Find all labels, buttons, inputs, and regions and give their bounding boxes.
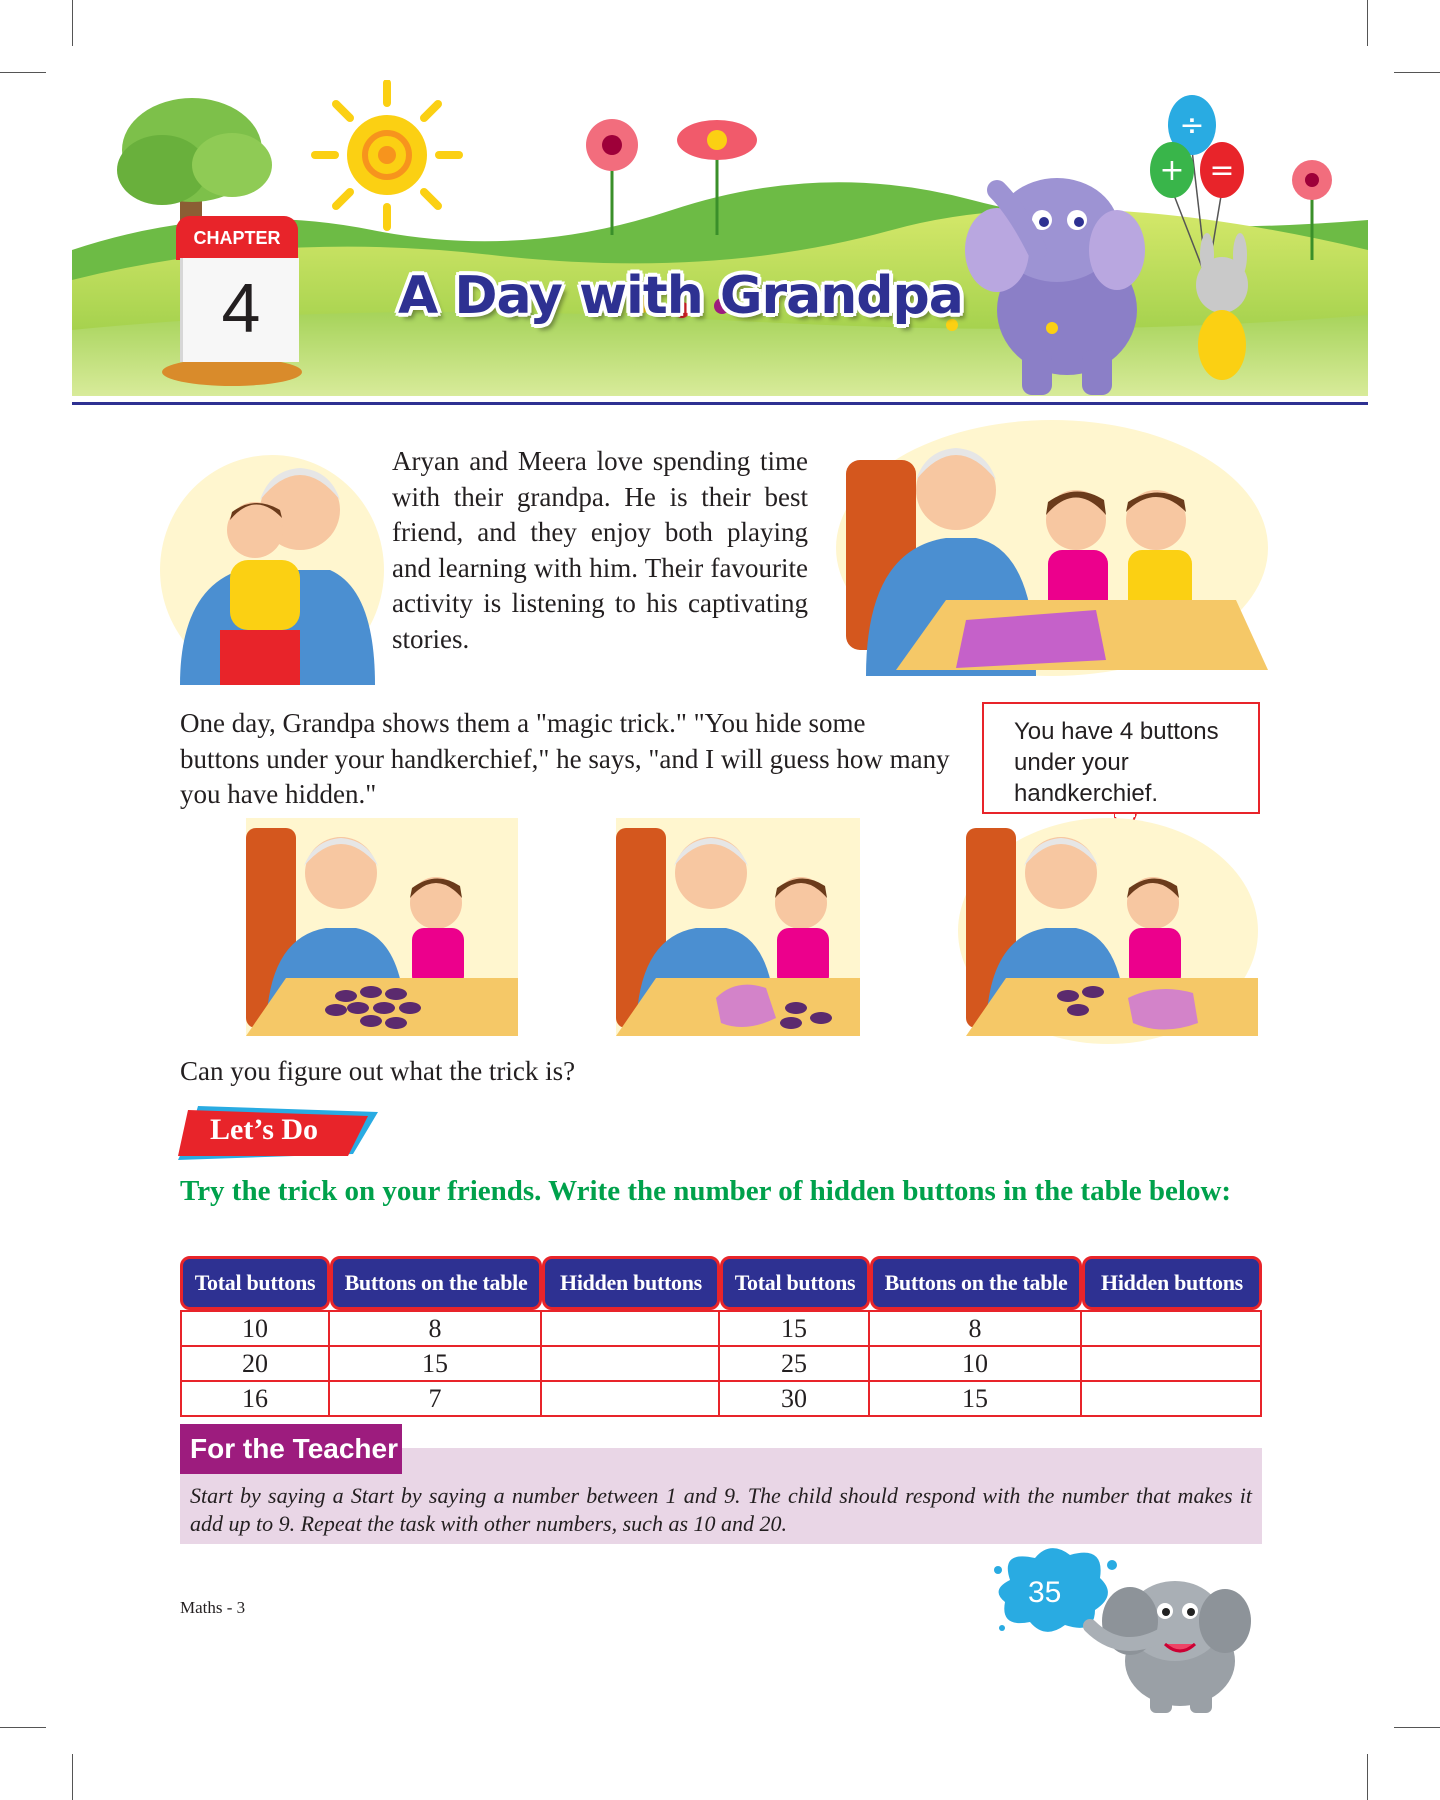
table-cell: 16 (180, 1382, 330, 1417)
panel-hiding-buttons (616, 818, 860, 1036)
table-cell: 15 (330, 1347, 542, 1382)
table-cell: 15 (870, 1382, 1082, 1417)
header-total-buttons: Total buttons (180, 1256, 330, 1310)
table-header-row (180, 1256, 1262, 1310)
answer-cell[interactable] (1082, 1347, 1262, 1382)
book-label: Maths - 3 (180, 1598, 246, 1617)
handkerchief-icon (716, 985, 776, 1027)
equals-symbol: = (1209, 153, 1235, 188)
calendar-base (162, 358, 302, 386)
answer-cell[interactable] (542, 1310, 720, 1347)
header-divider (72, 402, 1368, 405)
table-cell: 25 (720, 1347, 870, 1382)
panel-guessing (958, 818, 1258, 1044)
table-row (180, 1347, 1262, 1382)
header-hidden-buttons: Hidden buttons (542, 1256, 720, 1310)
table-row (180, 1310, 1262, 1347)
header-hidden-buttons: Hidden buttons (1082, 1256, 1262, 1310)
table-cell: 8 (870, 1310, 1082, 1347)
hidden-buttons-table (180, 1256, 1262, 1417)
header-buttons-on-table: Buttons on the table (330, 1256, 542, 1310)
grandpa-kids-table-illustration (836, 420, 1268, 676)
grandpa-hug-illustration (160, 440, 385, 685)
table-row (180, 1382, 1262, 1417)
answer-cell[interactable] (542, 1382, 720, 1417)
table-cell: 15 (720, 1310, 870, 1347)
page-title: A Day with Grandpa (398, 266, 963, 326)
table-cell: 20 (180, 1347, 330, 1382)
table-cell: 10 (870, 1347, 1082, 1382)
crop-mark (0, 1727, 46, 1728)
table-cell: 7 (330, 1382, 542, 1417)
lets-do-label: Let’s Do (210, 1113, 319, 1146)
crop-mark (1367, 1754, 1368, 1800)
sun-icon (315, 83, 459, 227)
table-cell: 10 (180, 1310, 330, 1347)
panel-buttons-on-table (246, 818, 518, 1036)
answer-cell[interactable] (1082, 1310, 1262, 1347)
table-cell: 8 (330, 1310, 542, 1347)
answer-cell[interactable] (542, 1347, 720, 1382)
plus-symbol: + (1159, 153, 1185, 188)
question-text: Can you figure out what the trick is? (180, 1056, 576, 1086)
table-cell: 30 (720, 1382, 870, 1417)
activity-instruction: Try the trick on your friends. Write the number of hidden buttons in the table below: (180, 1175, 1232, 1207)
page-number: 35 (1028, 1576, 1062, 1609)
crop-mark (72, 1754, 73, 1800)
crop-mark (1367, 0, 1368, 46)
answer-cell[interactable] (1082, 1382, 1262, 1417)
teacher-note-heading: For the Teacher (180, 1424, 402, 1474)
chapter-number: 4 (180, 258, 299, 362)
story-paragraph: One day, Grandpa shows them a "magic trick." "You hide some buttons under your handkerchief," he says, "and I will guess how many you have hidden." (180, 708, 950, 809)
teacher-note-text: Start by saying a Start by saying a number between 1 and 9. The child should respond with the number that makes it add up to 9. Repeat the task with other numbers, such as 10 and 20. (190, 1483, 1252, 1536)
flower-icon (586, 119, 638, 235)
crop-mark (1394, 1727, 1440, 1728)
divide-symbol: ÷ (1179, 108, 1205, 143)
header-total-buttons: Total buttons (720, 1256, 870, 1310)
intro-paragraph: Aryan and Meera love spending time with their grandpa. He is their best friend, and they enjoy both playing and learning with him. Their favourite activity is listening to his captivating stories. (392, 446, 808, 654)
speech-bubble: You have 4 buttons under your handkerchief. (982, 702, 1260, 814)
crop-mark (72, 0, 73, 46)
elephant-mascot-icon (1080, 1566, 1280, 1716)
chapter-label: CHAPTER (176, 216, 298, 260)
header-buttons-on-table: Buttons on the table (870, 1256, 1082, 1310)
crop-mark (1394, 72, 1440, 73)
crop-mark (0, 72, 46, 73)
